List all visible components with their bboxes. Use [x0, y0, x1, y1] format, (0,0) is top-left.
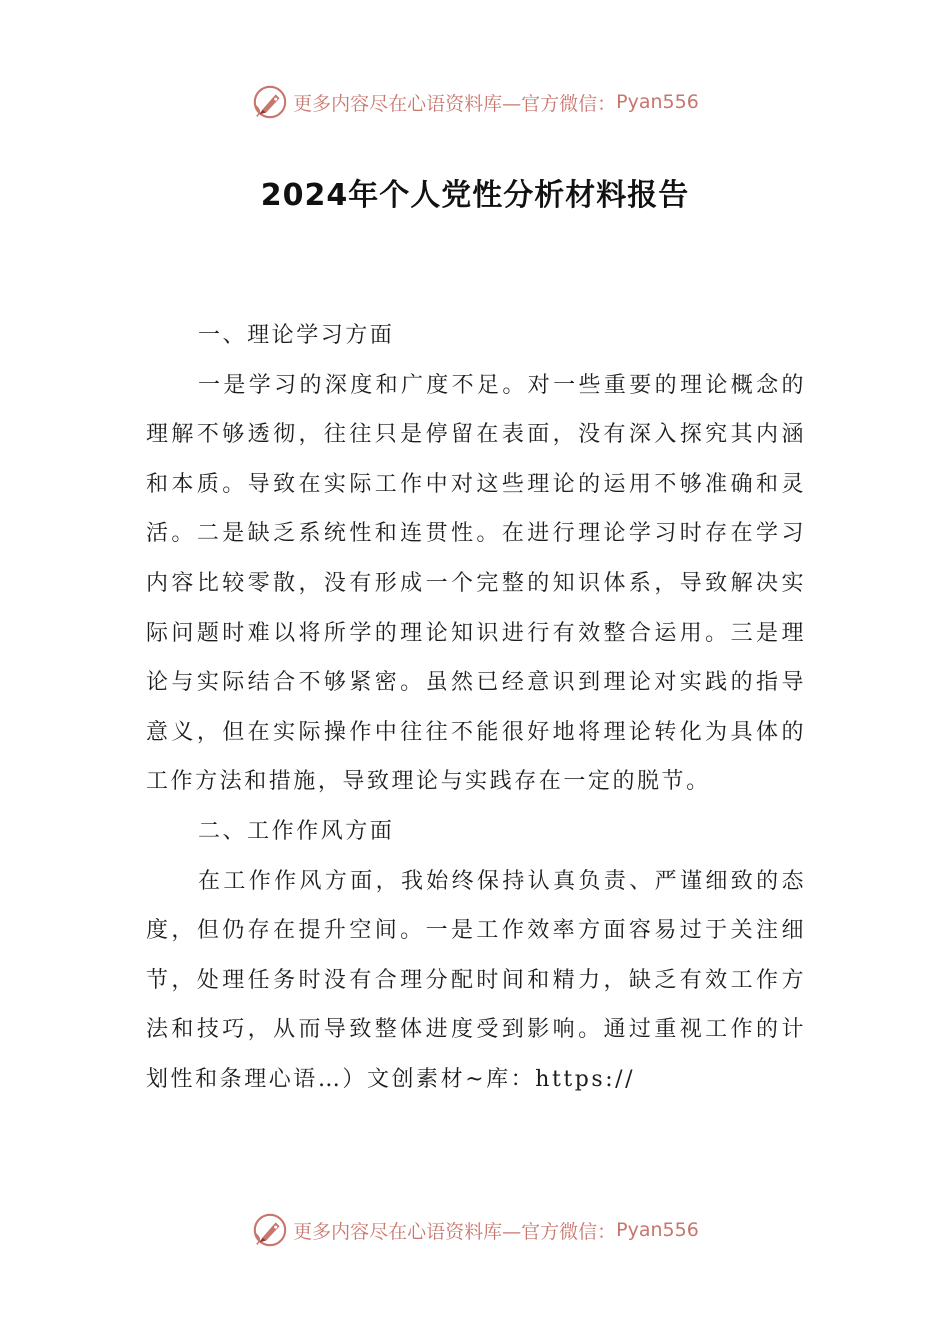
section-heading-theory: 一、理论学习方面 — [198, 323, 395, 348]
document-title: 2024年个人党性分析材料报告 — [260, 178, 690, 213]
watermark-wechat-id: Pyan556 — [616, 91, 699, 113]
watermark-text: 更多内容尽在心语资料库—官方微信： — [293, 1220, 617, 1243]
pen-nib-logo-icon — [251, 1211, 289, 1249]
header-watermark — [0, 80, 950, 124]
paragraph-theory: 一是学习的深度和广度不足。对一些重要的理论概念的理解不够透彻，往往只是停留在表面，没有深入探究其内涵和本质。导致在实际工作中对这些理论的运用不够准确和灵活。二是缺乏系统性和连贯性。在进行理论学习时存在学习内容比较零散，没有形成一个完整的知识体系，导致解决实际问题时难以将所学的理论知识进行有效整合运用。三是理论与实际结合不够紧密。虽然已经意识到理论对实践的指导意义，但在实际操作中往往不能很好地将理论转化为具体的工作方法和措施，导致理论与实践存在一定的脱节。 — [146, 372, 806, 795]
section-heading-work-style: 二、工作作风方面 — [198, 818, 395, 844]
watermark-text: 更多内容尽在心语资料库—官方微信： — [293, 92, 617, 115]
footer-watermark — [0, 1208, 950, 1252]
document-body — [146, 311, 806, 1105]
pen-nib-logo-icon — [251, 83, 289, 121]
paragraph-work-style: 在工作作风方面，我始终保持认真负责、严谨细致的态度，但仍存在提升空间。一是工作效率方面容易过于关注细节，处理任务时没有合理分配时间和精力，缺乏有效工作方法和技巧，从而导致整体进度受到影响。通过重视工作的计划性和条理心语…）文创素材~库：https:// — [146, 868, 806, 1092]
watermark-wechat-id: Pyan556 — [616, 1219, 699, 1241]
